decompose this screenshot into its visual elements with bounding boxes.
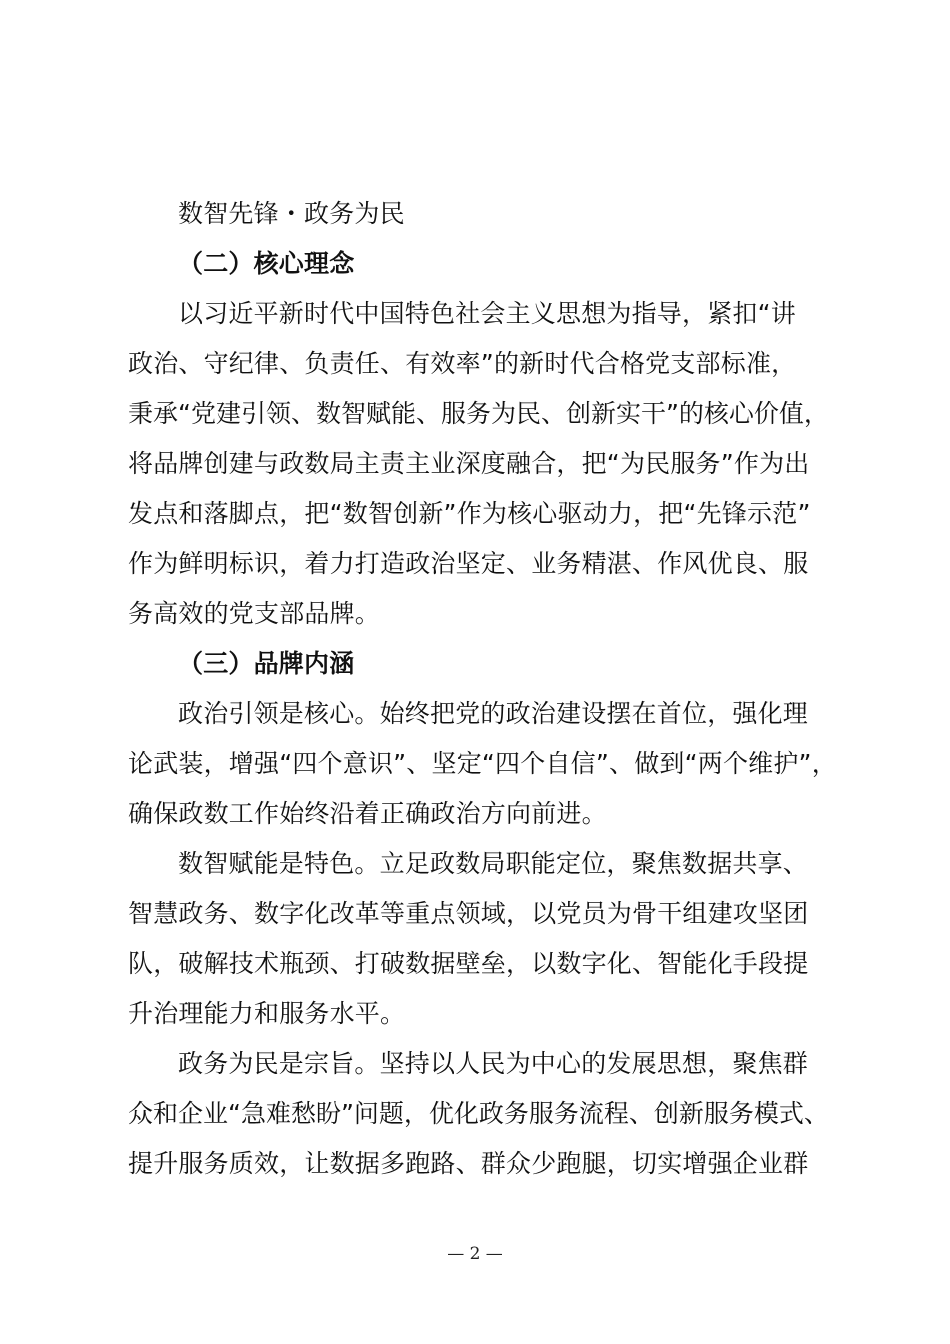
paragraph-line: 发点和落脚点，把“数智创新”作为核心驱动力，把“先锋示范”	[128, 499, 811, 528]
paragraph-line: 作为鲜明标识，着力打造政治坚定、业务精湛、作风优良、服	[128, 549, 809, 578]
paragraph-line: 确保政数工作始终沿着正确政治方向前进。	[128, 799, 607, 828]
paragraph-line: 将品牌创建与政数局主责主业深度融合，把“为民服务”作为出	[128, 449, 810, 478]
paragraph-line: 以习近平新时代中国特色社会主义思想为指导，紧扣“讲	[178, 299, 796, 328]
page-number: — 2 —	[447, 1244, 503, 1264]
section-heading-core-concept: （二）核心理念	[178, 249, 355, 278]
paragraph-line: 政务为民是宗旨。坚持以人民为中心的发展思想，聚焦群	[178, 1049, 809, 1078]
paragraph-line: 队，破解技术瓶颈、打破数据壁垒，以数字化、智能化手段提	[128, 949, 809, 978]
paragraph-line: 政治、守纪律、负责任、有效率”的新时代合格党支部标准，	[128, 349, 797, 378]
paragraph-line: 秉承“党建引领、数智赋能、服务为民、创新实干”的核心价值，	[128, 399, 829, 428]
paragraph-line: 政治引领是核心。始终把党的政治建设摆在首位，强化理	[178, 699, 809, 728]
paragraph-line: 众和企业“急难愁盼”问题，优化政务服务流程、创新服务模式、	[128, 1099, 829, 1128]
paragraph-line: 提升服务质效，让数据多跑路、群众少跑腿，切实增强企业群	[128, 1149, 809, 1178]
paragraph-line: 升治理能力和服务水平。	[128, 999, 406, 1028]
paragraph-line: 智慧政务、数字化改革等重点领域，以党员为骨干组建攻坚团	[128, 899, 809, 928]
section-heading-brand-connotation: （三）品牌内涵	[178, 649, 355, 678]
paragraph-line: 数智赋能是特色。立足政数局职能定位，聚焦数据共享、	[178, 849, 809, 878]
paragraph-line: 务高效的党支部品牌。	[128, 599, 381, 628]
slogan: 数智先锋・政务为民	[178, 199, 405, 228]
paragraph-line: 论武装，增强“四个意识”、坚定“四个自信”、做到“两个维护”，	[128, 749, 837, 778]
